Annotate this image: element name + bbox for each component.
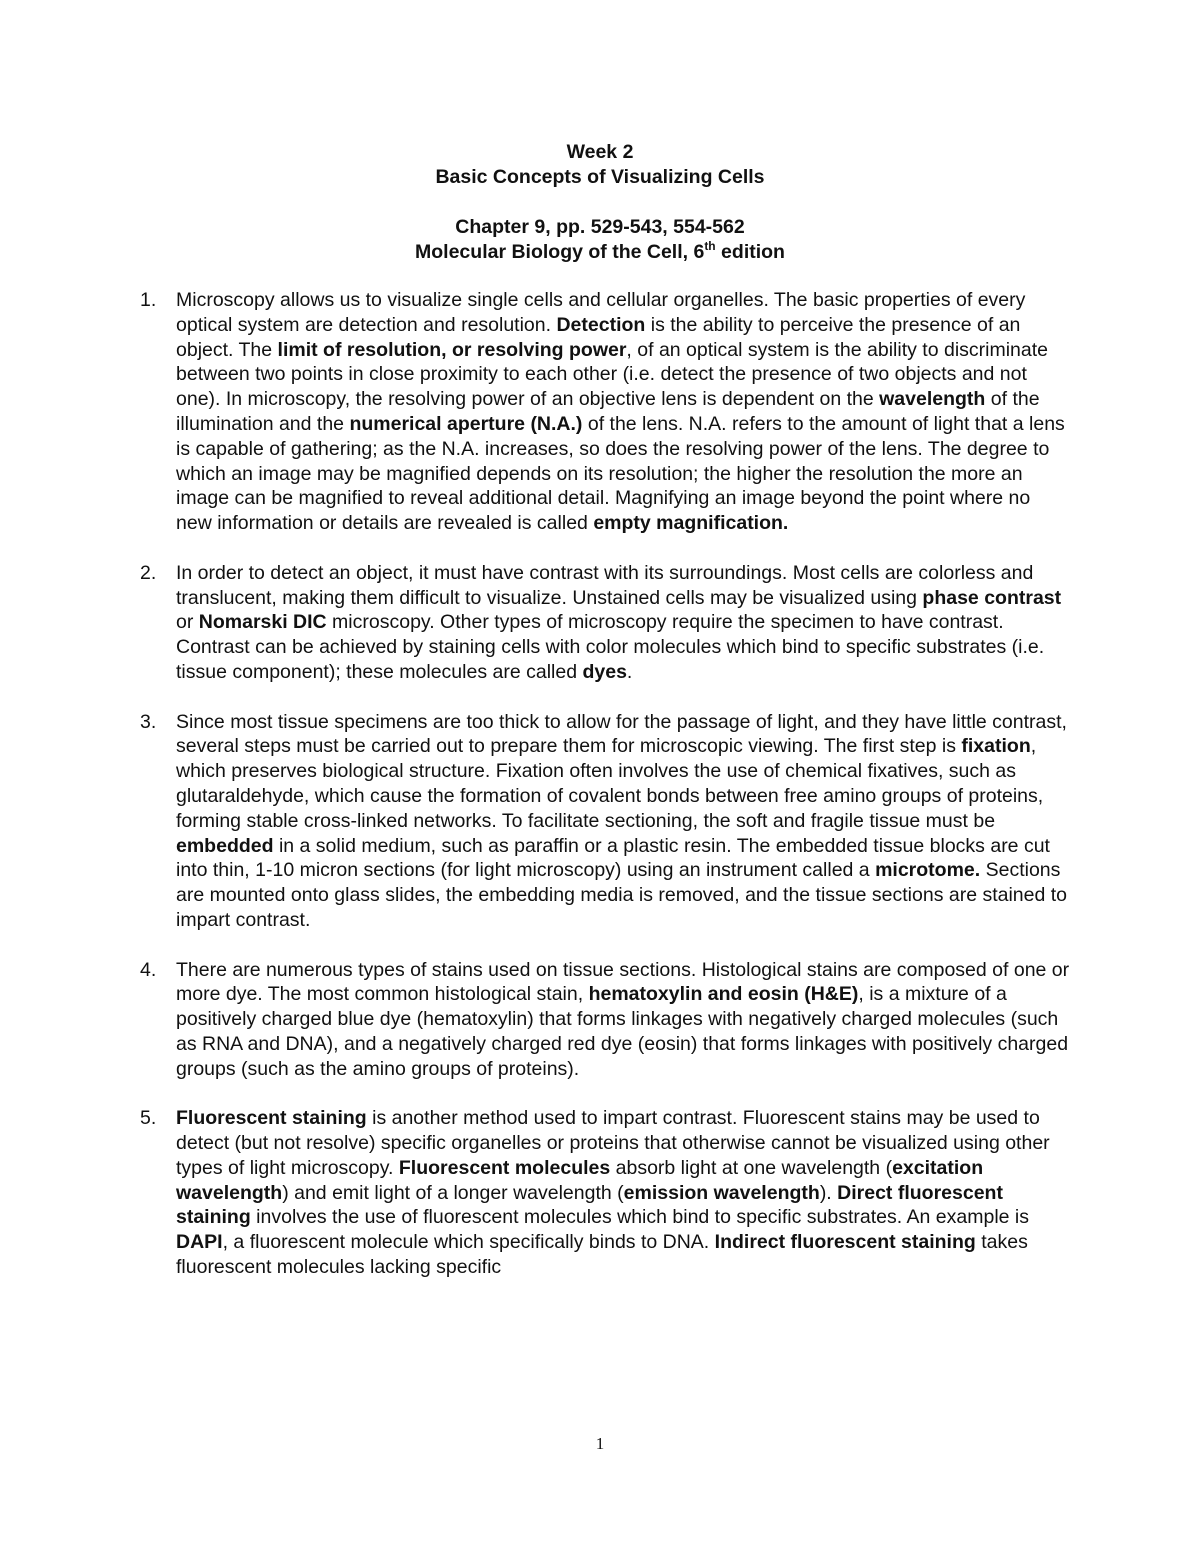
text-run: Sections are mounted onto glass slides, the embedding media is removed, and the tissue sections are stained to impart contrast. — [176, 859, 1068, 931]
bold-term: excitation wavelength — [176, 1156, 984, 1204]
bold-term: fixation — [961, 735, 1031, 758]
bold-term: hematoxylin and eosin (H&E) — [588, 983, 859, 1006]
text-run: Since most tissue specimens are too thick to allow for the passage of light, and they have little contrast, several steps must be carried out to prepare them for microscopic viewing. The first step is — [176, 710, 1067, 758]
text-run: , of an optical system is the ability to discriminate between two points in close proximity to each other (i.e. detect the presence of two objects and not one). In microscopy, the resolving power of an objective lens is dependent on the — [176, 338, 1049, 411]
text-run: , a fluorescent molecule which specifically binds to DNA. — [222, 1231, 715, 1254]
bold-term: Fluorescent staining — [176, 1107, 367, 1130]
text-run: In order to detect an object, it must have contrast with its surroundings. Most cells are colorless and translucent, making them difficult to visualize. Unstained cells may be visualized using — [176, 561, 1034, 609]
edition-suffix: edition — [715, 241, 785, 263]
text-run: is the ability to perceive the presence of an object. The — [176, 313, 1021, 361]
list-item — [140, 958, 1070, 1082]
topic-heading: Basic Concepts of Visualizing Cells — [435, 166, 765, 188]
bold-term: microtome. — [875, 859, 981, 882]
text-run: Microscopy allows us to visualize single cells and cellular organelles. The basic properties of every optical system are detection and resolution. — [176, 289, 1026, 336]
item-number: 5. — [140, 1107, 157, 1130]
item-number: 2. — [140, 561, 157, 584]
numbered-list — [140, 288, 1070, 1305]
text-run: in a solid medium, such as paraffin or a plastic resin. The embedded tissue blocks are cut into thin, 1-10 micron sections (for light microscopy) using an instrument called a — [176, 834, 1050, 882]
bold-term: embedded — [176, 834, 274, 857]
bold-term: Fluorescent molecules — [398, 1156, 611, 1179]
item-text — [176, 710, 1070, 933]
bold-term: limit of resolution, or resolving power — [277, 338, 627, 361]
text-run: takes fluorescent molecules lacking specific — [176, 1231, 1028, 1279]
chapter-reference: Chapter 9, pp. 529-543, 554-562 — [455, 216, 745, 238]
text-run: , which preserves biological structure. Fixation often involves the use of chemical fixatives, such as glutaraldehyde, which cause the formation of covalent bonds between free amino groups of proteins, forming stable cross-linked networks. To facilitate sectioning, the soft and fragile tissue must be — [176, 735, 1044, 832]
bold-term: Indirect fluorescent staining — [714, 1231, 976, 1254]
bold-term: empty magnification. — [593, 512, 789, 535]
text-run: . — [626, 660, 633, 683]
text-run: or — [176, 611, 199, 634]
page-number: 1 — [595, 1434, 605, 1453]
bold-term: emission wavelength — [623, 1181, 820, 1204]
week-heading: Week 2 — [566, 141, 634, 163]
text-run: ). — [819, 1181, 838, 1204]
bold-term: Detection — [556, 313, 646, 336]
text-run: , is a mixture of a positively charged blue dye (hematoxylin) that forms linkages with negatively charged molecules (such as RNA and DNA), and a negatively charged red dye (eosin) that forms linkages with positively charged groups (such as the amino groups of proteins). — [176, 983, 1069, 1080]
list-item — [140, 1106, 1070, 1280]
book-title: Molecular Biology of the Cell, 6 — [415, 241, 705, 263]
item-text — [176, 958, 1070, 1082]
bold-term: wavelength — [879, 388, 986, 411]
item-text — [176, 1106, 1070, 1280]
text-run: absorb light at one wavelength ( — [610, 1156, 893, 1179]
book-reference — [0, 240, 1200, 265]
item-text — [176, 561, 1070, 685]
list-item — [140, 710, 1070, 933]
bold-term: Nomarski DIC — [198, 611, 327, 634]
item-text — [176, 288, 1070, 536]
bold-term: Direct fluorescent staining — [176, 1181, 1003, 1229]
text-run: ) and emit light of a longer wavelength ( — [282, 1181, 624, 1204]
list-item — [140, 288, 1070, 536]
bold-term: dyes — [582, 660, 627, 683]
item-number: 4. — [140, 958, 157, 981]
text-run: is another method used to impart contrast. Fluorescent stains may be used to detect (but not resolve) specific organelles or proteins that otherwise cannot be visualized using other types of light microscopy. — [176, 1107, 1050, 1179]
text-run: of the lens. N.A. refers to the amount of light that a lens is capable of gathering; as the N.A. increases, so does the resolving power of the lens. The degree to which an image may be magnified depends on its resolution; the higher the resolution the more an image can be magnified to reveal additional detail. Magnifying an image beyond the point where no new information or details are revealed is called — [176, 412, 1065, 535]
text-run: microscopy. Other types of microscopy require the specimen to have contrast. Contrast can be achieved by staining cells with color molecules which bind to specific substrates (i.e. tissue component); these molecules are called — [176, 611, 1045, 683]
bold-term: phase contrast — [922, 586, 1062, 609]
edition-superscript: th — [704, 238, 716, 253]
item-number: 1. — [140, 289, 157, 311]
bold-term: numerical aperture (N.A.) — [349, 412, 583, 435]
text-run: involves the use of fluorescent molecules which bind to specific substrates. An example is — [250, 1206, 1029, 1229]
text-run: There are numerous types of stains used on tissue sections. Histological stains are composed of one or more dye. The most common histological stain, — [176, 958, 1070, 1006]
document-header — [0, 140, 1200, 265]
text-run: of the illumination and the — [176, 388, 1040, 435]
item-number: 3. — [140, 710, 157, 733]
bold-term: DAPI — [176, 1231, 223, 1254]
list-item — [140, 561, 1070, 685]
